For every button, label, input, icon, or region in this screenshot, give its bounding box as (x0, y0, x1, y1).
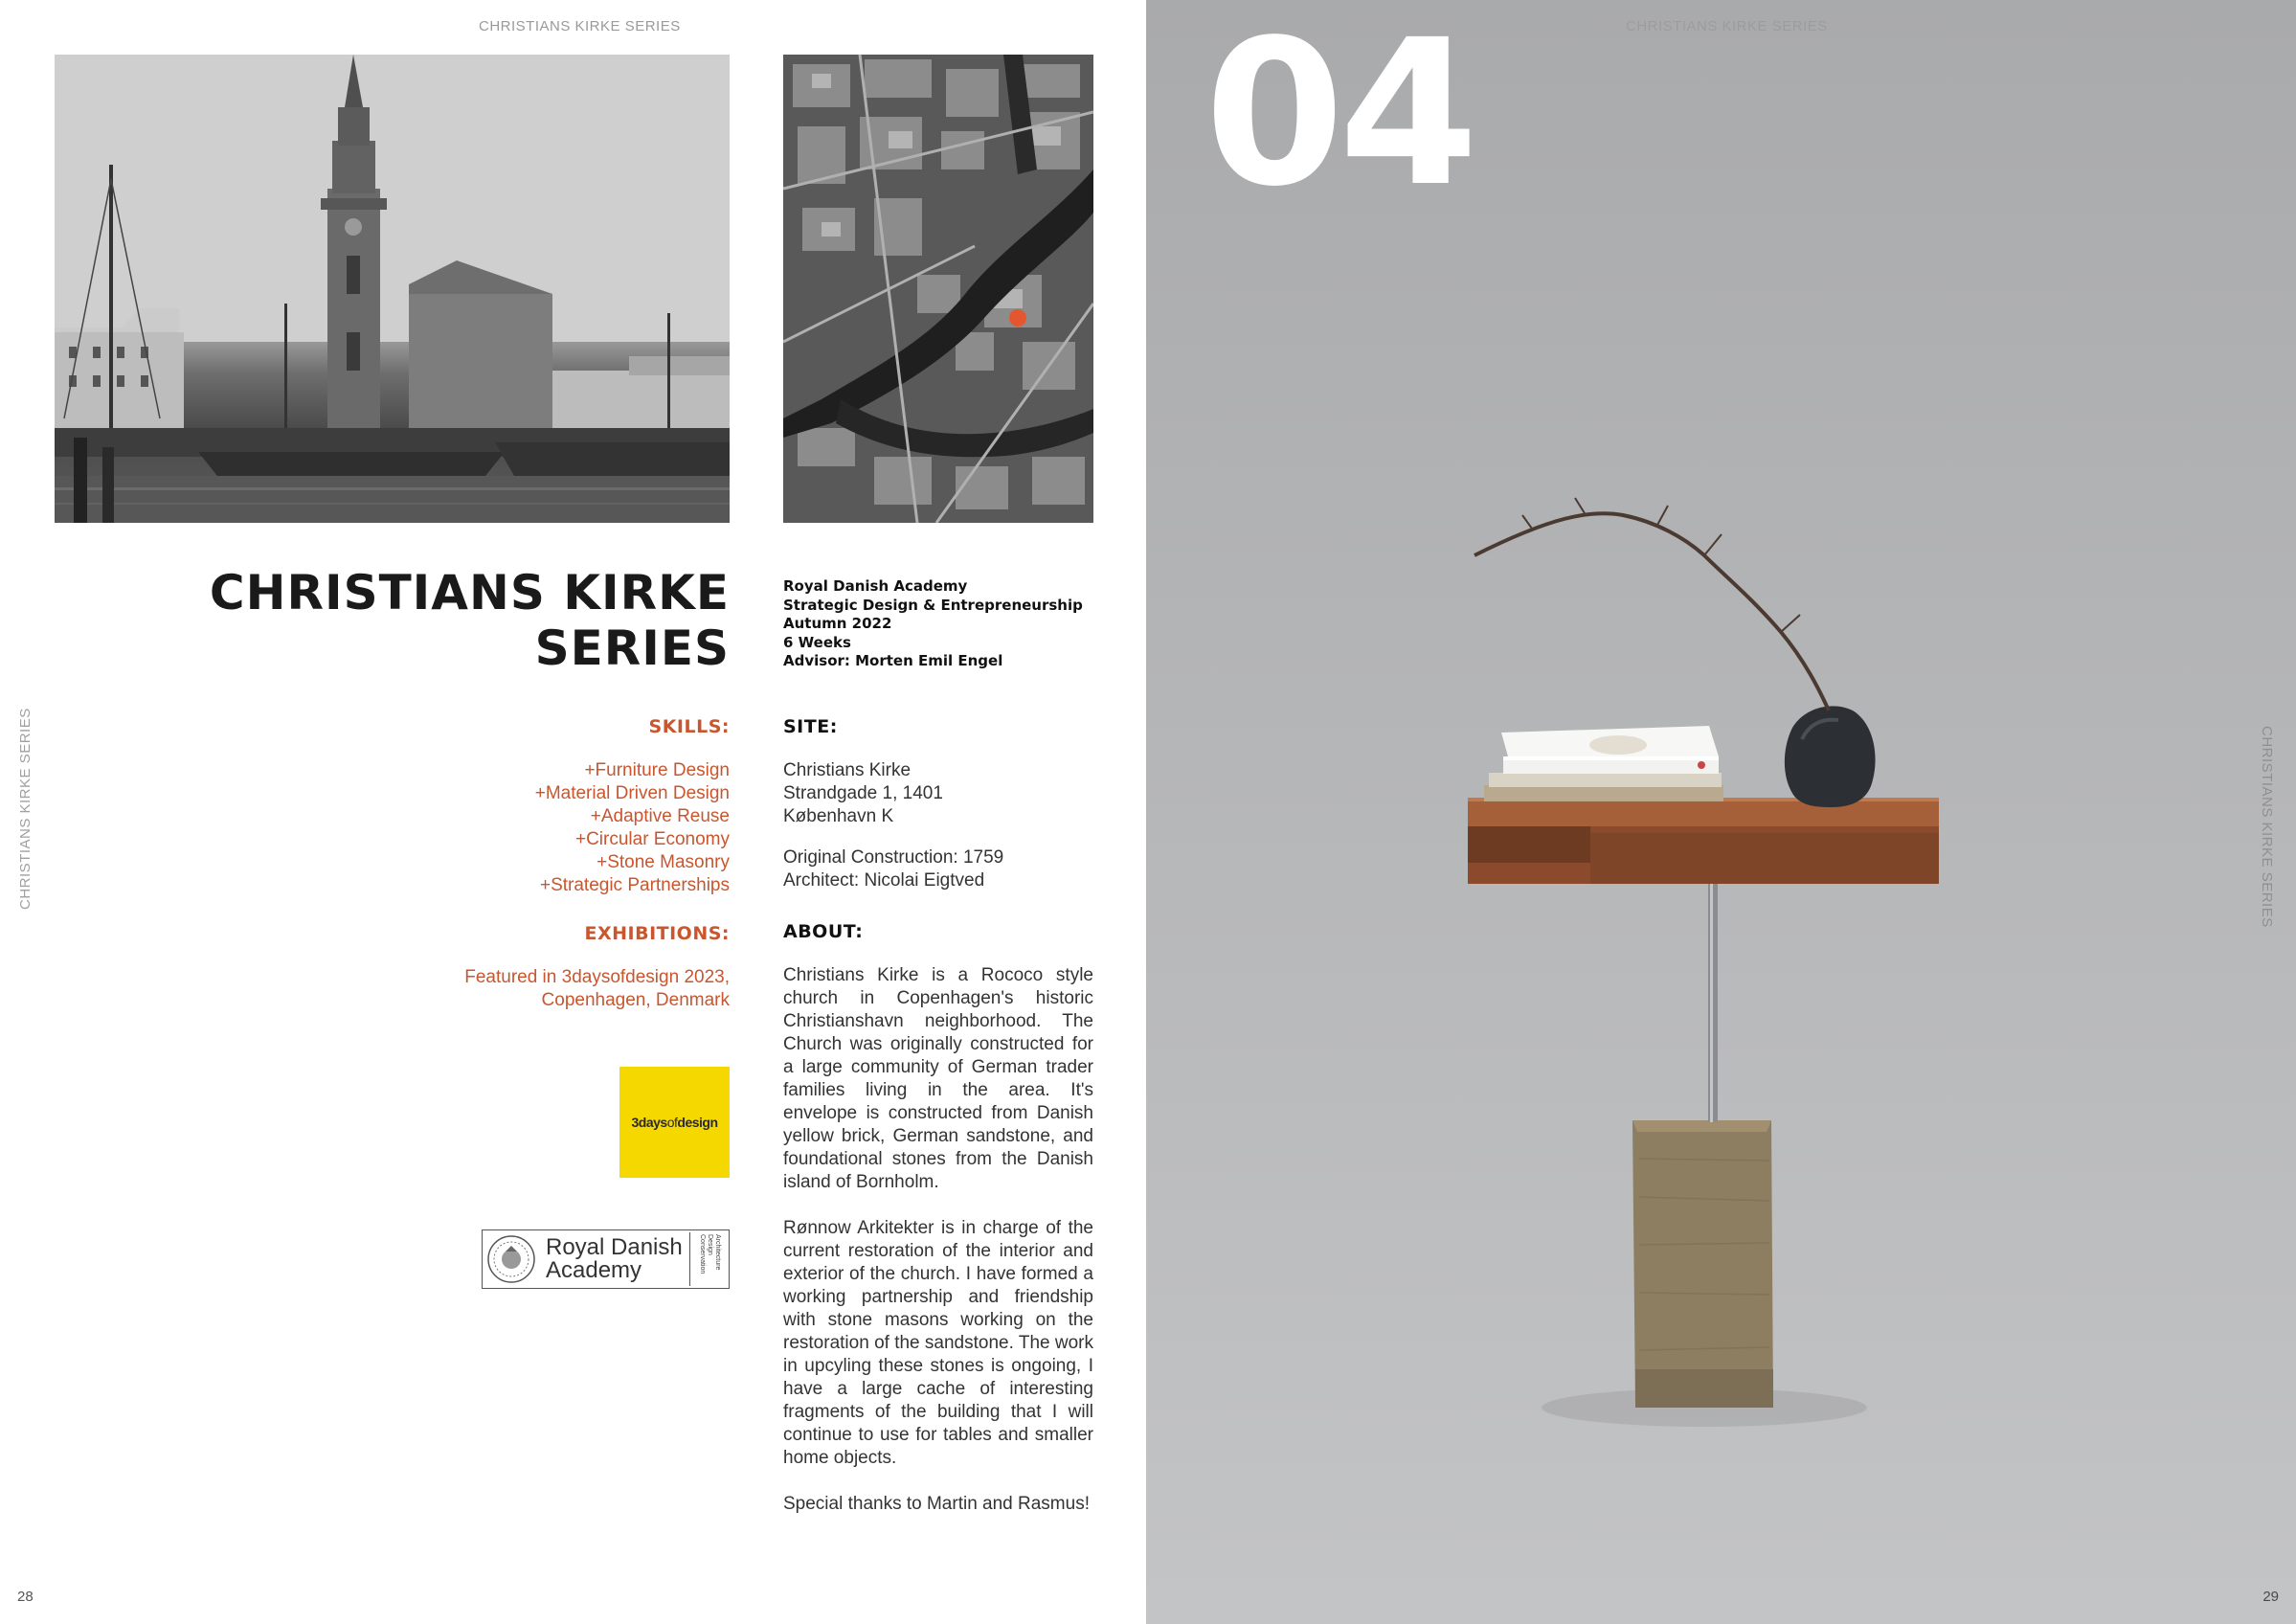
left-page (0, 0, 1146, 1624)
about-section (783, 921, 1093, 1516)
side-label-right: CHRISTIANS KIRKE SERIES (2259, 726, 2275, 928)
exhibition-line: Featured in 3daysofdesign 2023, (464, 967, 730, 987)
historic-church-photo (55, 55, 730, 523)
skills-section (287, 716, 730, 897)
meta-program: Strategic Design & Entrepreneurship (783, 596, 1083, 614)
skills-heading: SKILLS: (648, 716, 730, 737)
skill-item: +Material Driven Design (534, 783, 730, 803)
site-heading: SITE: (783, 716, 838, 737)
page-number-left: 28 (17, 1589, 34, 1605)
skills-list (287, 759, 730, 897)
exhibition-line: Copenhagen, Denmark (541, 990, 730, 1010)
aerial-site-map (783, 55, 1093, 523)
address-line: Christians Kirke (783, 760, 912, 780)
project-meta (783, 577, 1099, 671)
about-paragraph-3: Special thanks to Martin and Rasmus! (783, 1494, 1090, 1514)
site-section (783, 716, 1093, 892)
meta-advisor: Advisor: Morten Emil Engel (783, 652, 1003, 669)
side-label-left: CHRISTIANS KIRKE SERIES (17, 708, 34, 910)
academy-seal-icon (486, 1234, 536, 1284)
address-line: København K (783, 806, 894, 826)
architect-name: Architect: Nicolai Eigtved (783, 870, 985, 891)
running-head-right: CHRISTIANS KIRKE SERIES (1626, 18, 1828, 34)
project-title (172, 565, 730, 676)
skill-item: +Adaptive Reuse (590, 806, 730, 826)
meta-institution: Royal Danish Academy (783, 577, 968, 595)
site-address (783, 759, 1093, 828)
running-head-left: CHRISTIANS KIRKE SERIES (479, 18, 681, 34)
site-history (783, 846, 1093, 892)
exhibitions-heading: EXHIBITIONS: (584, 923, 730, 944)
meta-duration: 6 Weeks (783, 633, 851, 651)
about-paragraph-2: Rønnow Arkitekter is in charge of the current restoration of the interior and exterior of the church. I have formed a working partnership and friendship with stone masons working on the restoration of the sandstone. The work in upcyling these stones is ongoing, I have a large cache of interesting fragments of the building that I will continue to use for tables and smaller home objects. (783, 1218, 1093, 1468)
side-table-photo (1417, 488, 2011, 1465)
aerial-map-illustration (783, 55, 1093, 523)
project-title-line1: CHRISTIANS KIRKE (209, 565, 730, 620)
address-line: Strandgade 1, 1401 (783, 783, 943, 803)
church-illustration (55, 55, 730, 523)
3daysofdesign-logo: 3daysofdesign (619, 1067, 730, 1178)
construction-year: Original Construction: 1759 (783, 847, 1004, 868)
chapter-number: 04 (1204, 0, 1474, 231)
academy-subtitle: Architecture Design Conservation (689, 1232, 719, 1286)
skill-item: +Strategic Partnerships (539, 875, 730, 895)
about-paragraph-1: Christians Kirke is a Rococo style church in Copenhagen's historic Christianshavn neighborhood. The Church was originally constructed for a large community of German trader families living in the area. It's envelope is constructed from Danish yellow brick, German sandstone, and foundational stones from the Danish island of Bornholm. (783, 965, 1093, 1192)
skill-item: +Furniture Design (584, 760, 730, 780)
project-title-line2: SERIES (534, 620, 730, 676)
exhibitions-section (287, 923, 730, 1012)
skill-item: +Circular Economy (574, 829, 730, 849)
meta-term: Autumn 2022 (783, 615, 892, 632)
exhibitions-text (287, 966, 730, 1012)
academy-name: Royal Danish Academy (546, 1234, 683, 1283)
site-marker (1009, 309, 1026, 327)
page-number-right: 29 (2262, 1589, 2279, 1605)
royal-danish-academy-logo (482, 1229, 730, 1289)
about-heading: ABOUT: (783, 921, 864, 942)
skill-item: +Stone Masonry (597, 852, 730, 872)
